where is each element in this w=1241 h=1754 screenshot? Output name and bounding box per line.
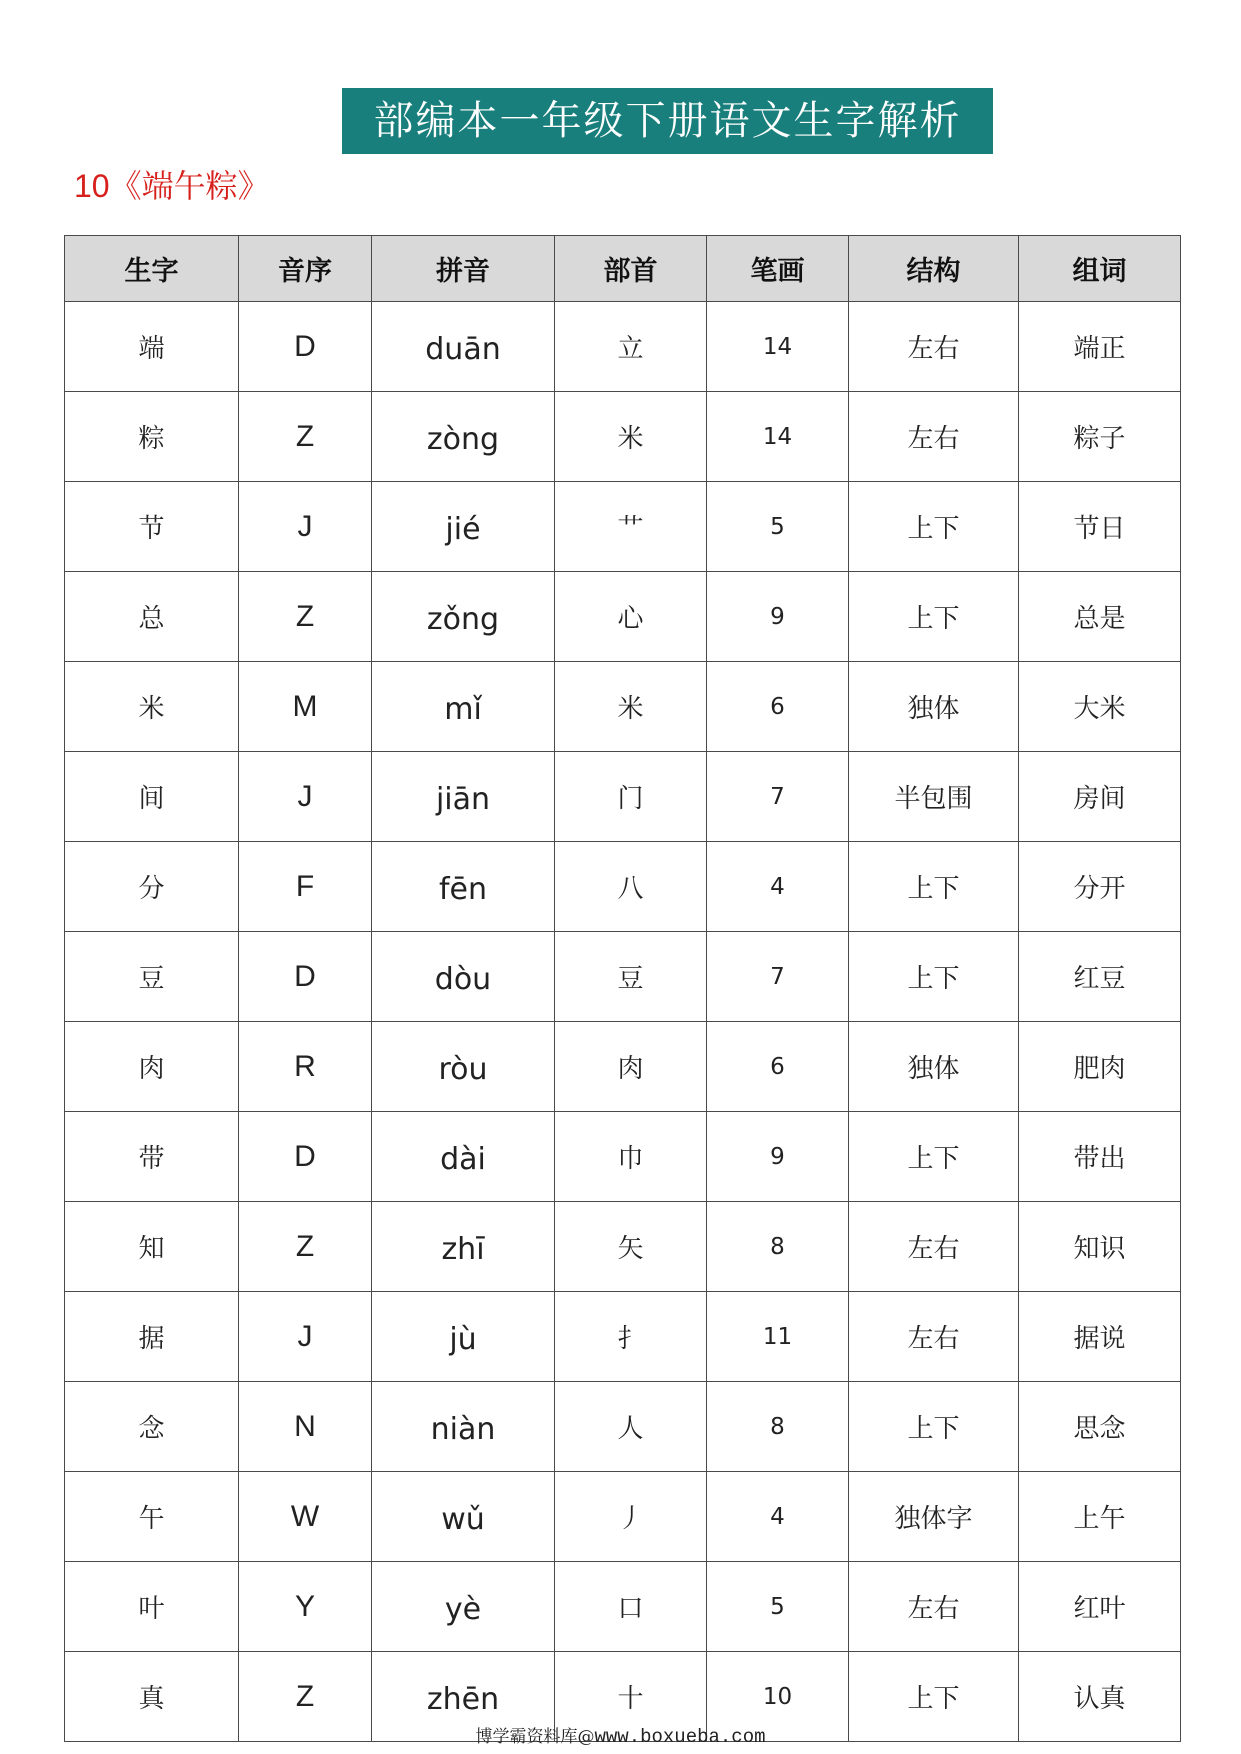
cell-words: 端正: [1019, 302, 1181, 392]
table-row: [65, 662, 1181, 752]
character-table: [64, 235, 1181, 1742]
cell-character: 节: [65, 482, 239, 572]
cell-radical: 米: [555, 392, 707, 482]
table-row: [65, 1292, 1181, 1382]
footer-site: www.boxueba.com: [594, 1726, 766, 1748]
cell-pinyin: ròu: [372, 1022, 555, 1112]
cell-pinyin: zǒng: [372, 572, 555, 662]
cell-words: 上午: [1019, 1472, 1181, 1562]
cell-words: 节日: [1019, 482, 1181, 572]
cell-structure: 左右: [849, 1292, 1019, 1382]
cell-structure: 左右: [849, 392, 1019, 482]
cell-pinyin: zhī: [372, 1202, 555, 1292]
cell-words: 红叶: [1019, 1562, 1181, 1652]
cell-pinyin: dài: [372, 1112, 555, 1202]
cell-strokes: 14: [707, 392, 849, 482]
table-row: [65, 392, 1181, 482]
cell-initial: J: [239, 482, 372, 572]
cell-radical: 丿: [555, 1472, 707, 1562]
cell-radical: 人: [555, 1382, 707, 1472]
cell-initial: Z: [239, 572, 372, 662]
cell-character: 午: [65, 1472, 239, 1562]
cell-pinyin: jiān: [372, 752, 555, 842]
cell-words: 知识: [1019, 1202, 1181, 1292]
lesson-name: 《端午粽》: [109, 167, 270, 205]
lesson-heading: [74, 158, 270, 214]
header-character: 生字: [65, 236, 239, 302]
cell-pinyin: duān: [372, 302, 555, 392]
cell-strokes: 7: [707, 932, 849, 1022]
cell-initial: J: [239, 752, 372, 842]
cell-initial: W: [239, 1472, 372, 1562]
cell-initial: D: [239, 302, 372, 392]
cell-character: 据: [65, 1292, 239, 1382]
footer-watermark: [0, 1722, 1241, 1748]
header-strokes: 笔画: [707, 236, 849, 302]
cell-words: 带出: [1019, 1112, 1181, 1202]
cell-words: 据说: [1019, 1292, 1181, 1382]
cell-radical: 扌: [555, 1292, 707, 1382]
cell-character: 总: [65, 572, 239, 662]
cell-strokes: 6: [707, 1022, 849, 1112]
table-row: [65, 1562, 1181, 1652]
cell-character: 端: [65, 302, 239, 392]
cell-strokes: 8: [707, 1382, 849, 1472]
cell-initial: F: [239, 842, 372, 932]
cell-character: 粽: [65, 392, 239, 482]
table-header-row: [65, 236, 1181, 302]
cell-pinyin: jié: [372, 482, 555, 572]
cell-radical: 门: [555, 752, 707, 842]
table-row: [65, 1382, 1181, 1472]
cell-strokes: 9: [707, 572, 849, 662]
cell-pinyin: yè: [372, 1562, 555, 1652]
cell-structure: 上下: [849, 1382, 1019, 1472]
cell-words: 红豆: [1019, 932, 1181, 1022]
cell-structure: 独体: [849, 662, 1019, 752]
cell-radical: 豆: [555, 932, 707, 1022]
cell-strokes: 9: [707, 1112, 849, 1202]
cell-radical: 心: [555, 572, 707, 662]
cell-structure: 上下: [849, 842, 1019, 932]
cell-radical: 十: [555, 1652, 707, 1742]
cell-pinyin: niàn: [372, 1382, 555, 1472]
cell-initial: M: [239, 662, 372, 752]
cell-radical: 艹: [555, 482, 707, 572]
cell-initial: D: [239, 932, 372, 1022]
table-row: [65, 1202, 1181, 1292]
table-row: [65, 932, 1181, 1022]
cell-structure: 上下: [849, 1652, 1019, 1742]
table-row: [65, 1112, 1181, 1202]
cell-structure: 左右: [849, 302, 1019, 392]
cell-strokes: 4: [707, 1472, 849, 1562]
table-row: [65, 752, 1181, 842]
cell-structure: 上下: [849, 572, 1019, 662]
cell-words: 肥肉: [1019, 1022, 1181, 1112]
cell-character: 间: [65, 752, 239, 842]
cell-radical: 巾: [555, 1112, 707, 1202]
cell-structure: 上下: [849, 482, 1019, 572]
header-radical: 部首: [555, 236, 707, 302]
cell-radical: 八: [555, 842, 707, 932]
cell-strokes: 11: [707, 1292, 849, 1382]
cell-radical: 矢: [555, 1202, 707, 1292]
header-pinyin: 拼音: [372, 236, 555, 302]
cell-words: 房间: [1019, 752, 1181, 842]
table-row: [65, 302, 1181, 392]
cell-initial: N: [239, 1382, 372, 1472]
cell-pinyin: wǔ: [372, 1472, 555, 1562]
table-row: [65, 482, 1181, 572]
cell-pinyin: fēn: [372, 842, 555, 932]
footer-label: 博学霸资料库@: [475, 1727, 595, 1747]
cell-initial: Z: [239, 1652, 372, 1742]
cell-words: 思念: [1019, 1382, 1181, 1472]
table-row: [65, 1022, 1181, 1112]
cell-strokes: 4: [707, 842, 849, 932]
page-title: 部编本一年级下册语文生字解析: [342, 88, 993, 154]
cell-structure: 独体字: [849, 1472, 1019, 1562]
cell-words: 分开: [1019, 842, 1181, 932]
cell-strokes: 8: [707, 1202, 849, 1292]
cell-character: 分: [65, 842, 239, 932]
cell-pinyin: dòu: [372, 932, 555, 1022]
cell-strokes: 10: [707, 1652, 849, 1742]
cell-strokes: 7: [707, 752, 849, 842]
cell-strokes: 5: [707, 1562, 849, 1652]
header-initial: 音序: [239, 236, 372, 302]
cell-structure: 左右: [849, 1202, 1019, 1292]
cell-words: 大米: [1019, 662, 1181, 752]
cell-structure: 半包围: [849, 752, 1019, 842]
cell-initial: D: [239, 1112, 372, 1202]
cell-pinyin: zhēn: [372, 1652, 555, 1742]
cell-radical: 口: [555, 1562, 707, 1652]
table-row: [65, 842, 1181, 932]
cell-words: 认真: [1019, 1652, 1181, 1742]
header-words: 组词: [1019, 236, 1181, 302]
cell-structure: 上下: [849, 1112, 1019, 1202]
cell-radical: 肉: [555, 1022, 707, 1112]
cell-initial: R: [239, 1022, 372, 1112]
cell-initial: Z: [239, 1202, 372, 1292]
header-structure: 结构: [849, 236, 1019, 302]
cell-structure: 上下: [849, 932, 1019, 1022]
cell-words: 粽子: [1019, 392, 1181, 482]
cell-initial: J: [239, 1292, 372, 1382]
cell-strokes: 14: [707, 302, 849, 392]
cell-words: 总是: [1019, 572, 1181, 662]
cell-character: 念: [65, 1382, 239, 1472]
cell-initial: Z: [239, 392, 372, 482]
cell-strokes: 6: [707, 662, 849, 752]
cell-structure: 独体: [849, 1022, 1019, 1112]
cell-strokes: 5: [707, 482, 849, 572]
table-row: [65, 1472, 1181, 1562]
cell-pinyin: jù: [372, 1292, 555, 1382]
cell-radical: 米: [555, 662, 707, 752]
cell-pinyin: zòng: [372, 392, 555, 482]
cell-character: 带: [65, 1112, 239, 1202]
lesson-number: 10: [74, 168, 110, 204]
cell-character: 叶: [65, 1562, 239, 1652]
cell-character: 真: [65, 1652, 239, 1742]
cell-character: 豆: [65, 932, 239, 1022]
cell-pinyin: mǐ: [372, 662, 555, 752]
cell-radical: 立: [555, 302, 707, 392]
cell-character: 肉: [65, 1022, 239, 1112]
cell-character: 米: [65, 662, 239, 752]
cell-initial: Y: [239, 1562, 372, 1652]
cell-structure: 左右: [849, 1562, 1019, 1652]
cell-character: 知: [65, 1202, 239, 1292]
table-row: [65, 572, 1181, 662]
